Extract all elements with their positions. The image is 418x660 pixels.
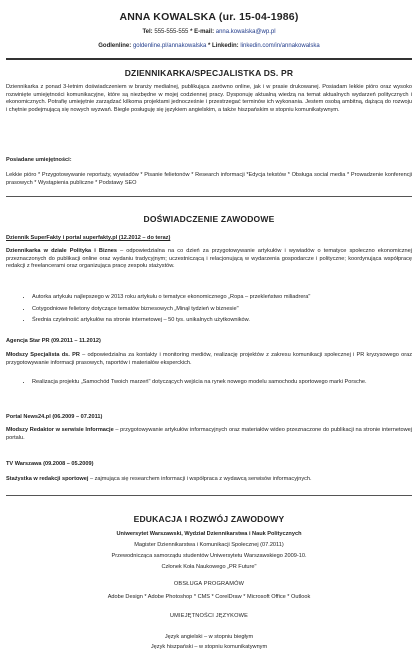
languages-title: UMIEJĘTNOŚCI JĘZYKOWE [169, 613, 249, 619]
list-item: • Cotygodniowe felietony dotyczące tematów biznesowych „Minął tydzień w biznesie" [32, 306, 412, 314]
language-spanish: Język hiszpański – w stopniu komunikatywnym [150, 644, 268, 650]
section-divider-2 [6, 495, 412, 496]
tel-label: Tel: [142, 29, 153, 35]
job-1-company: Dziennik SuperFakty i portal superfakty.pl (12.2012 – do teraz) [6, 235, 171, 241]
degree-line: Magister Dziennikarstwa i Komunikacji Społecznej (07.2011) [134, 542, 284, 548]
job-3-desc: – przygotowywanie artykułów informacyjnych oraz materiałów wideo przeznaczone do publikacji na stronie internetowej portalu. [6, 427, 412, 441]
job-1-desc: – odpowiedzialna na co dzień za przygotowywanie artykułów i wywiadów o tematyce społeczno ekonomicznej przeznaczonych do publikacji online oraz wydaniu tradycyjnym; uczestniczącą i relacjonującą w wydarzenia gospodarcze i polityczne; koordynująca współpracę redakcji z freelancerami oraz organizująca pracę zespołu stażystów. [6, 248, 412, 270]
job-4-description [6, 476, 412, 484]
job-2-bullets [22, 379, 412, 387]
profile-summary: Dziennikarka z ponad 3-letnim doświadczeniem w branży medialnej, publikująca zarówno online, jak i w prasie drukowanej. Posiadam lekkie pióro oraz wysoko rozwinięte umiejętności komunikacyjne, które są niezbędne w mojej codziennej pracy. Dysponuję aktualną wiedzą na temat aktualnych wydarzeń politycznych i ekonomicznych. Potrafię umiejętnie zarządzać kilkoma projektami jednocześnie i przestrzegać terminów ich wykonania. Jestem osobą ambitną, dążącą do rozwoju i chętnie podejmującą się nowych wyzwań. Biegle posługuję się językiem angielskim, a także hiszpańskim w stopniu komunikatywnym. [6, 84, 412, 113]
skills-label: Posiadane umiejętności: [6, 157, 72, 163]
job-3-company: Portal News24.pl (06.2009 – 07.2011) [6, 414, 103, 420]
experience-title: DOŚWIADCZENIE ZAWODOWE [143, 214, 275, 224]
job-1-bullets [22, 294, 412, 325]
council-line: Przewodnicząca samorządu studentów Uniwersytetu Warszawskiego 2009-10. [111, 553, 307, 559]
list-item: • Średnia czytelność artykułów na stronie internetowej – 50 tys. unikalnych użytkowników. [32, 317, 412, 325]
job-1-role: Dziennikarka w dziale Polityka i Biznes [6, 248, 117, 254]
goldenline-label: Godlenline: [98, 43, 132, 49]
profiles-line [0, 42, 418, 50]
job-2-role: Młodszy Specjalista ds. PR [6, 352, 80, 358]
linkedin-label: * Linkedin: [208, 43, 239, 49]
contact-line [0, 28, 418, 36]
club-line: Członek Koła Naukowego „PR Future" [161, 564, 257, 570]
job-4-desc: – zajmująca się researchem informacji i współpraca z wydawcą serwisów informacyjnych. [88, 476, 312, 482]
profile-title: DZIENNIKARKA/SPECJALISTKA DS. PR [124, 68, 294, 78]
job-4-role: Stażystka w redakcji sportowej [6, 476, 89, 482]
tel-value: 555-555-555 [154, 29, 189, 35]
email-link[interactable]: anna.kowalska@wp.pl [215, 29, 276, 35]
education-title: EDUKACJA I ROZWÓJ ZAWODOWY [133, 514, 285, 524]
job-2-desc: – odpowiedzialna za kontakty i monitoring mediów, realizację projektów z zakresu komunikacji społecznej i PR kryzysowego oraz przygotowywanie informacji prasowych, raportów i materiałów eksperckich. [6, 352, 412, 366]
job-2-company: Agencja Star PR (09.2011 – 11.2012) [6, 338, 101, 344]
email-label: * E-mail: [190, 29, 215, 35]
university-name: Uniwersytet Warszawski, Wydział Dziennikarstwa i Nauk Politycznych [116, 531, 302, 537]
language-english: Język angielski – w stopniu biegłym [164, 634, 254, 640]
list-item: • Realizacja projektu „Samochód Twoich marzeń" dotyczących wejścia na rynek nowego modelu samochodu sportowego marki Porsche. [32, 379, 412, 387]
section-divider-1 [6, 196, 412, 197]
cv-name: ANNA KOWALSKA (ur. 15-04-1986) [119, 11, 299, 23]
goldenline-link[interactable]: goldenline.pl/annakowalska [132, 43, 207, 49]
job-2-description [6, 352, 412, 367]
software-title: OBSŁUGA PROGRAMÓW [173, 581, 245, 587]
job-3-role: Młodszy Redaktor w serwisie Informacje [6, 427, 114, 433]
linkedin-link[interactable]: linkedin.com/in/annakowalska [240, 43, 320, 49]
skills-list: Lekkie pióro * Przygotowywanie reportaży, wywiadów * Pisanie felietonów * Research informacji *Edycja tekstów * Obsługa social media * Prowadzenie konferencji prasowych * Wystąpienia publiczne * Podstawy SEO [6, 172, 412, 186]
job-3-description [6, 427, 412, 442]
header-divider [6, 58, 412, 60]
list-item: • Autorka artykułu najlepszego w 2013 roku artykułu o tematyce ekonomicznego „Ropa – przekleństwo miliadrera" [32, 294, 412, 302]
job-4-company: TV Warszawa (09.2008 – 05.2009) [6, 461, 94, 467]
job-1-description [6, 248, 412, 271]
software-list: Adobe Design * Adobe Photoshop * CMS * CorelDraw * Microsoft Office * Outlook [107, 594, 311, 600]
